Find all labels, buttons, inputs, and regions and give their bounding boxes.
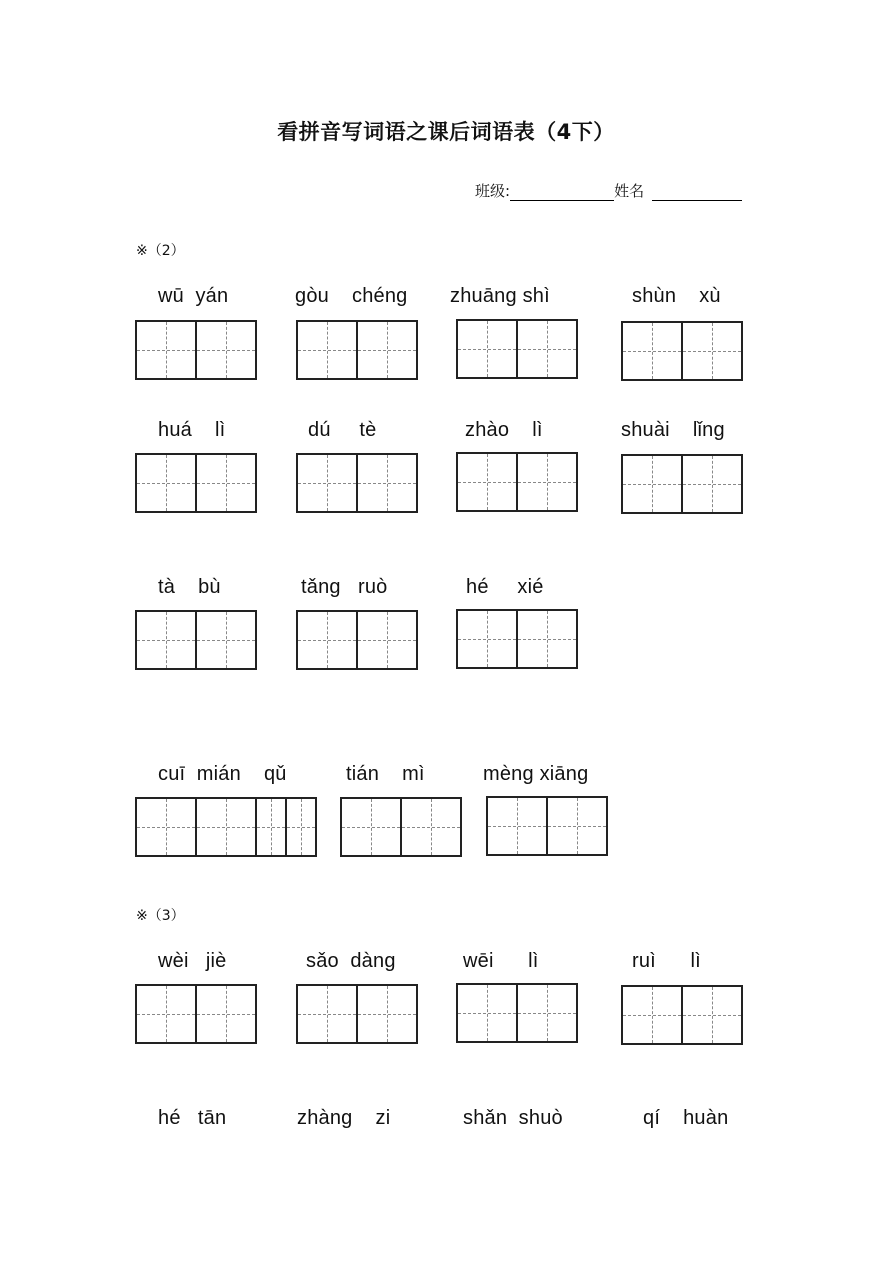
writing-grid[interactable] xyxy=(296,320,418,380)
writing-grid[interactable] xyxy=(135,320,257,380)
class-field[interactable] xyxy=(510,186,614,201)
pinyin-label: zhuāng shì xyxy=(450,285,550,307)
pinyin-label: zhàng zi xyxy=(297,1107,391,1129)
name-field[interactable] xyxy=(652,186,742,201)
writing-grid[interactable] xyxy=(456,983,578,1043)
pinyin-label: huá lì xyxy=(158,419,226,441)
pinyin-label: dú tè xyxy=(308,419,377,441)
pinyin-label: tà bù xyxy=(158,576,221,598)
writing-grid[interactable] xyxy=(456,609,578,669)
pinyin-label: hé xié xyxy=(466,576,544,598)
writing-grid[interactable] xyxy=(296,984,418,1044)
pinyin-label: wèi jiè xyxy=(158,950,227,972)
writing-grid[interactable] xyxy=(296,453,418,513)
writing-grid[interactable] xyxy=(456,452,578,512)
writing-grid[interactable] xyxy=(486,796,608,856)
pinyin-label: tǎng ruò xyxy=(301,576,388,598)
pinyin-label: gòu chéng xyxy=(295,285,408,307)
writing-grid[interactable] xyxy=(135,453,257,513)
pinyin-label: wū yán xyxy=(158,285,229,307)
student-info-line xyxy=(475,180,742,201)
writing-grid[interactable] xyxy=(621,985,743,1045)
pinyin-label: shuài lǐng xyxy=(621,419,725,441)
writing-grid[interactable] xyxy=(135,610,257,670)
pinyin-label: hé tān xyxy=(158,1107,227,1129)
name-label: 姓名 xyxy=(614,182,645,200)
writing-grid[interactable] xyxy=(135,984,257,1044)
pinyin-label: shùn xù xyxy=(632,285,721,307)
writing-grid[interactable] xyxy=(621,321,743,381)
pinyin-label: tián mì xyxy=(346,763,425,785)
pinyin-label: sǎo dàng xyxy=(306,950,396,972)
pinyin-label: cuī mián qǔ xyxy=(158,763,287,785)
section-2-heading: ※（2） xyxy=(136,243,185,259)
writing-grid[interactable] xyxy=(340,797,462,857)
writing-grid[interactable] xyxy=(456,319,578,379)
section-3-heading: ※（3） xyxy=(136,908,185,924)
page-title: 看拼音写词语之课后词语表（4下） xyxy=(277,120,615,144)
pinyin-label: shǎn shuò xyxy=(463,1107,563,1129)
pinyin-label: ruì lì xyxy=(632,950,701,972)
class-label: 班级: xyxy=(475,182,511,200)
writing-grid[interactable] xyxy=(621,454,743,514)
pinyin-label: wēi lì xyxy=(463,950,539,972)
writing-grid[interactable] xyxy=(296,610,418,670)
writing-grid[interactable] xyxy=(135,797,317,857)
pinyin-label: mèng xiāng xyxy=(483,763,589,785)
pinyin-label: qí huàn xyxy=(643,1107,729,1129)
pinyin-label: zhào lì xyxy=(465,419,543,441)
